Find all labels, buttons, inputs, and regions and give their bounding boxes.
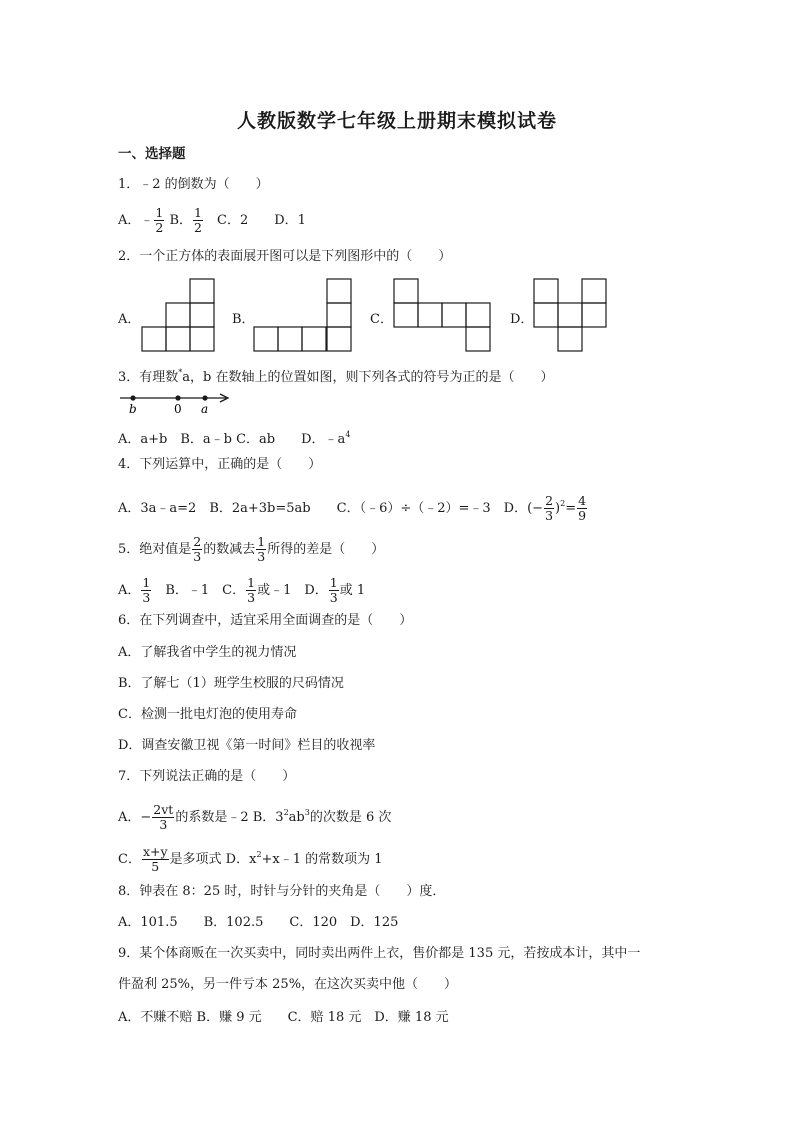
q7-options-ab: A．− $\frac{2vt}{3}$ 的系数是﹣2 B．$3^2ab^3$的次数是 6 次 [118,802,392,832]
q9-options: A．不赚不赔 B．赚 9 元 C．赔 18 元 D．赚 18 元 [118,1010,449,1025]
fraction: $\frac{1}{3}$ [142,575,151,605]
fraction: $\frac{4}{9}$ [578,493,587,523]
q7-stem: 7．下列说法正确的是（ ） [118,769,296,784]
q2-label-d: D． [510,312,534,327]
number-line [120,388,232,416]
q3-options: A．a+b B．a﹣b C．ab D．$﹣a^4$ [118,430,351,447]
q1-options: A．﹣ $\frac{1}{2}$ B． $\frac{1}{2}$ C．2 D．1 [118,205,306,235]
q6-option-b: B．了解七（1）班学生校服的尺码情况 [118,676,344,691]
q8-options: A．101.5 B．102.5 C．120 D．125 [118,915,399,930]
fraction: $\frac{1}{3}$ [257,534,266,564]
q2-label-a: A． [118,312,141,327]
page-title: 人教版数学七年级上册期末模拟试卷 [236,110,557,132]
q6-stem: 6．在下列调查中，适宜采用全面调查的是（ ） [118,613,413,628]
q4-stem: 4．下列运算中，正确的是（ ） [118,457,322,472]
q5-options: A． $\frac{1}{3}$ B．﹣1 C． $\frac{1}{3}$ 或﹣1 D． $\frac{1}{3}$ 或 1 [118,575,366,605]
q6-option-c: C．检测一批电灯泡的使用寿命 [118,707,297,722]
q2-label-c: C． [370,312,393,327]
axis-label-b: b [129,402,137,416]
q4-options: A．3a﹣a=2 B．2a+3b=5ab C．（﹣6）÷（﹣2）=﹣3 D．(− $\frac{2}{3}$ )$^2$= $\frac{4}{9}$ [118,493,587,523]
fraction: $\frac{x+y}{5}$ [142,844,168,874]
q5-stem: 5．绝对值是 $\frac{2}{3}$ 的数减去 $\frac{1}{3}$ 所得的差是（ ） [118,534,385,564]
net-figure-a [142,279,216,352]
fraction: $\frac{2}{3}$ [193,534,202,564]
q7-options-cd: C． $\frac{x+y}{5}$ 是多项式 D．$x^2+x﹣1$ 的常数项为 1 [118,844,383,874]
axis-label-zero: 0 [174,402,182,416]
q9-stem-line2: 件盈利 25%，另一件亏本 25%，在这次买卖中他（ ） [118,977,458,992]
q2-stem: 2．一个正方体的表面展开图可以是下列图形中的（ ） [118,249,452,264]
fraction: $\frac{1}{3}$ [329,575,338,605]
q2-label-b: B． [232,312,255,327]
q6-option-a: A．了解我省中学生的视力情况 [118,645,297,660]
fraction: $\frac{1}{2}$ [194,205,202,235]
fraction: $\frac{1}{2}$ [155,205,164,235]
q6-option-d: D．调查安徽卫视《第一时间》栏目的收视率 [118,738,376,753]
fraction: $\frac{2vt}{3}$ [153,802,174,832]
q8-stem: 8．钟表在 8：25 时，时针与分针的夹角是（ ）度． [118,884,446,899]
net-figure-c [394,279,494,352]
net-figure-b [254,279,354,352]
fraction: $\frac{1}{3}$ [247,575,256,605]
section-heading: 一、选择题 [118,146,186,162]
q1-stem: 1．﹣2 的倒数为（ ） [118,177,269,192]
net-figure-d [534,279,609,352]
fraction: $\frac{2}{3}$ [545,493,554,523]
q3-stem: 3．有理数*a，b 在数轴上的位置如图，则下列各式的符号为正的是（ ） [118,368,554,385]
axis-label-a: a [201,402,209,416]
q9-stem-line1: 9．某个体商贩在一次买卖中，同时卖出两件上衣，售价都是 135 元，若按成本计，其中一 [118,946,641,961]
